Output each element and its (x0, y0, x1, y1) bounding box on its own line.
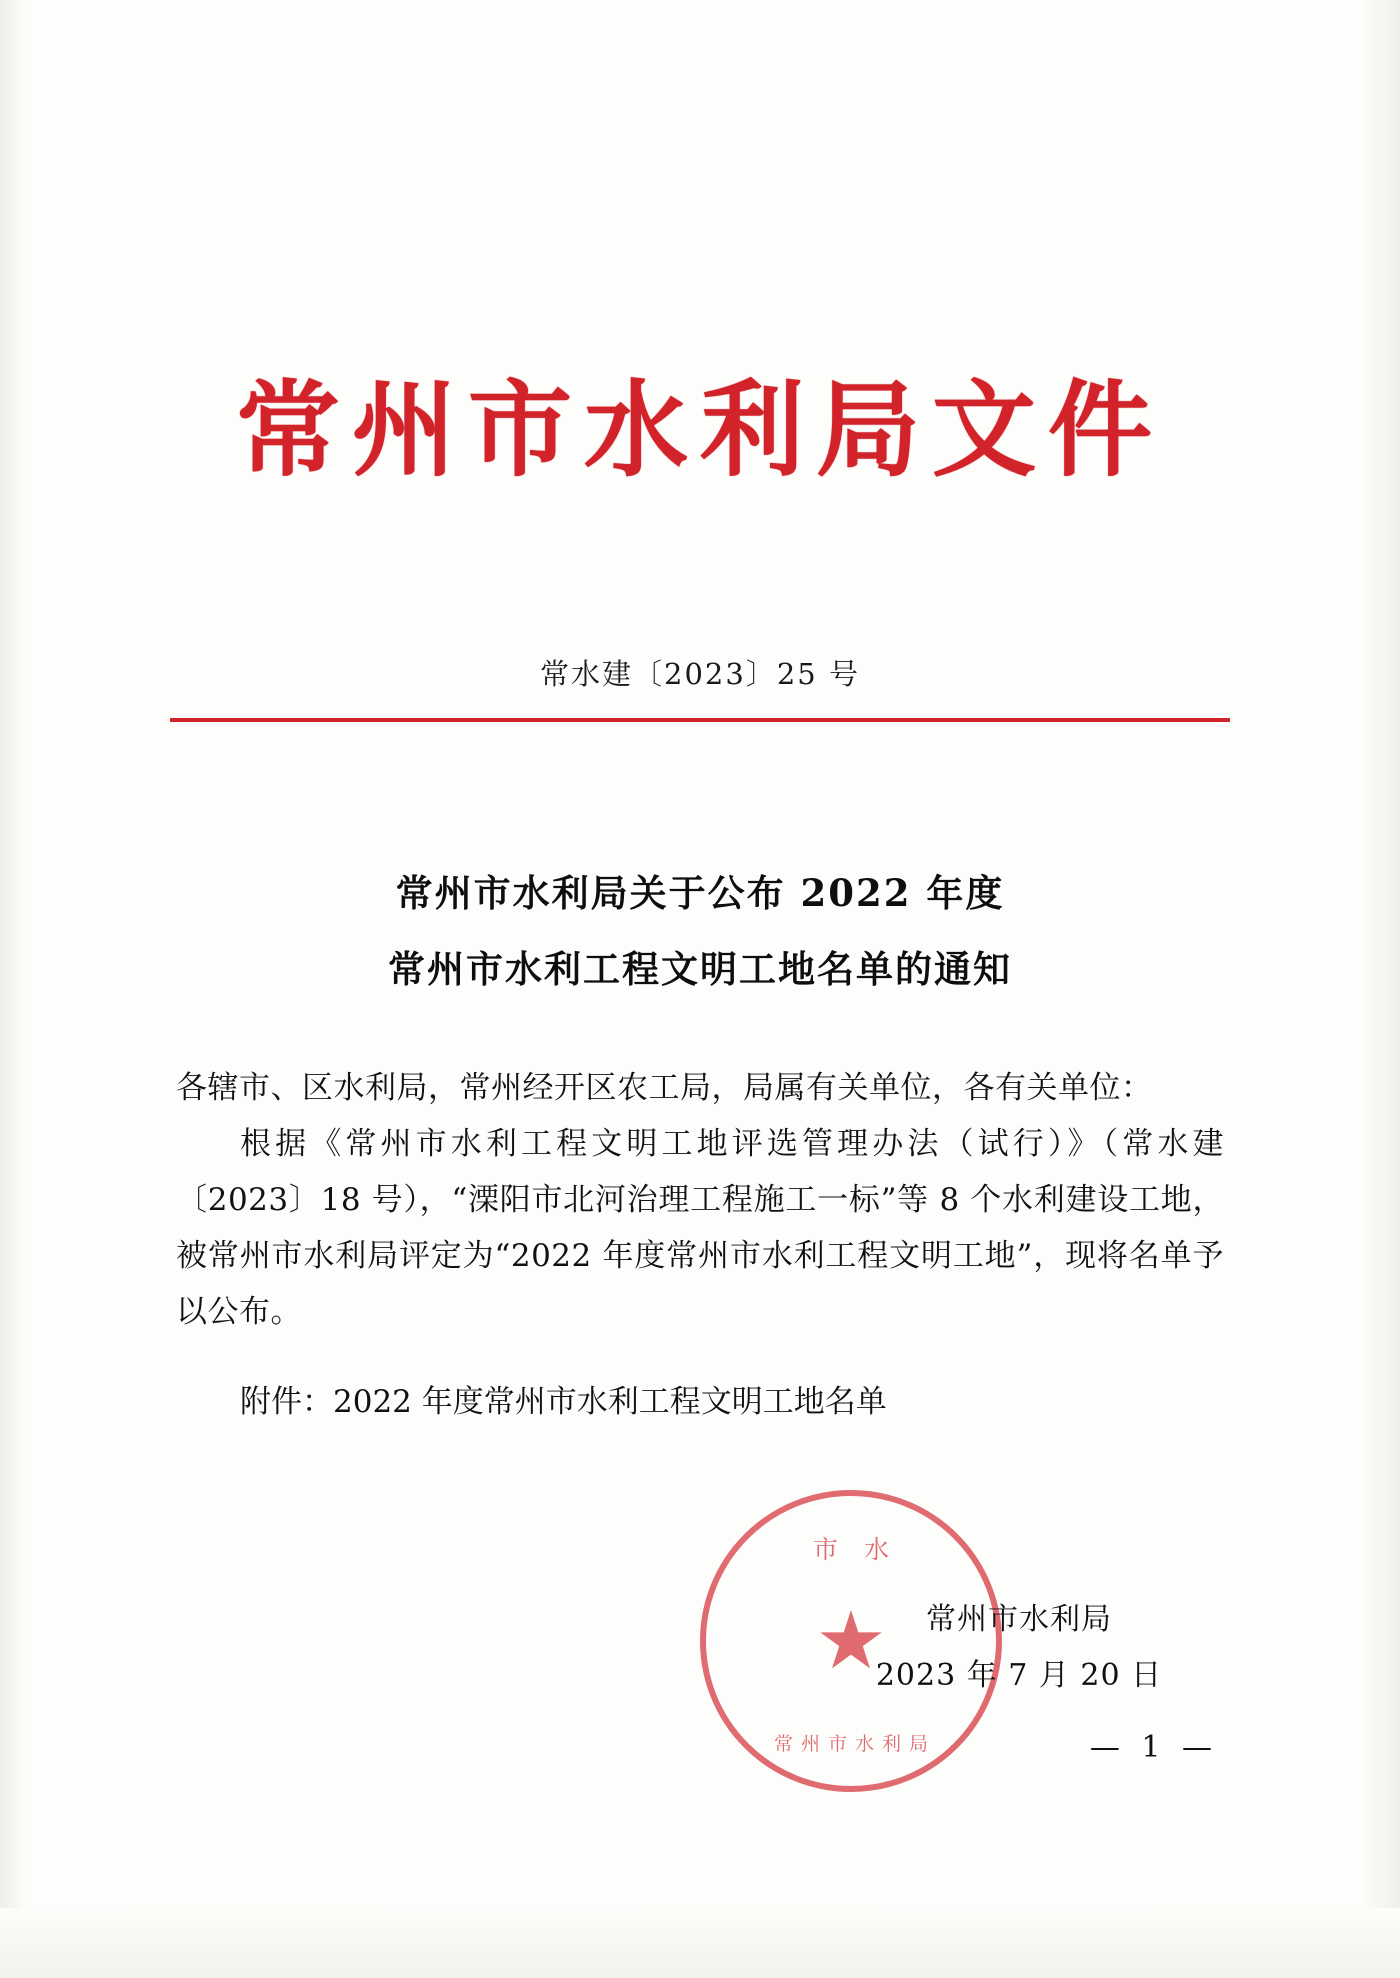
document-masthead: 常州市水利局文件 (235, 368, 1164, 491)
document-title (170, 855, 1230, 1007)
paper-edge-right (1360, 0, 1400, 1978)
red-divider-rule (170, 718, 1230, 722)
seal-bottom-text: 常州市水利局 (773, 1733, 936, 1755)
document-number: 常水建〔2023〕25 号 (540, 657, 860, 691)
signature-block (854, 1592, 1184, 1704)
paper-edge-bottom (0, 1908, 1400, 1978)
document-title-line-1: 常州市水利局关于公布 2022 年度 (395, 871, 1005, 915)
attachment-line: 附件：2022 年度常州市水利工程文明工地名单 (240, 1384, 887, 1420)
signature-organization: 常州市水利局 (926, 1602, 1112, 1637)
paper-edge-left (0, 0, 26, 1978)
signature-date: 2023 年 7 月 20 日 (875, 1658, 1163, 1693)
body-paragraph-recipients: 各辖市、区水利局，常州经开区农工局，局属有关单位，各有关单位： (176, 1070, 1153, 1106)
document-title-line-2: 常州市水利工程文明工地名单的通知 (388, 947, 1012, 991)
body-paragraph-main: 根据《常州市水利工程文明工地评选管理办法（试行）》（常水建〔2023〕18 号），“溧阳市北河治理工程施工一标”等 8 个水利建设工地，被常州市水利局评定为“2022 年度常州市水利工程文明工地”，现将名单予以公布。 (176, 1126, 1224, 1330)
page-number: — 1 — (1089, 1730, 1218, 1765)
seal-star-icon: ★ (815, 1594, 887, 1687)
seal-top-text: 市水 (812, 1535, 915, 1564)
document-body (176, 1060, 1224, 1430)
